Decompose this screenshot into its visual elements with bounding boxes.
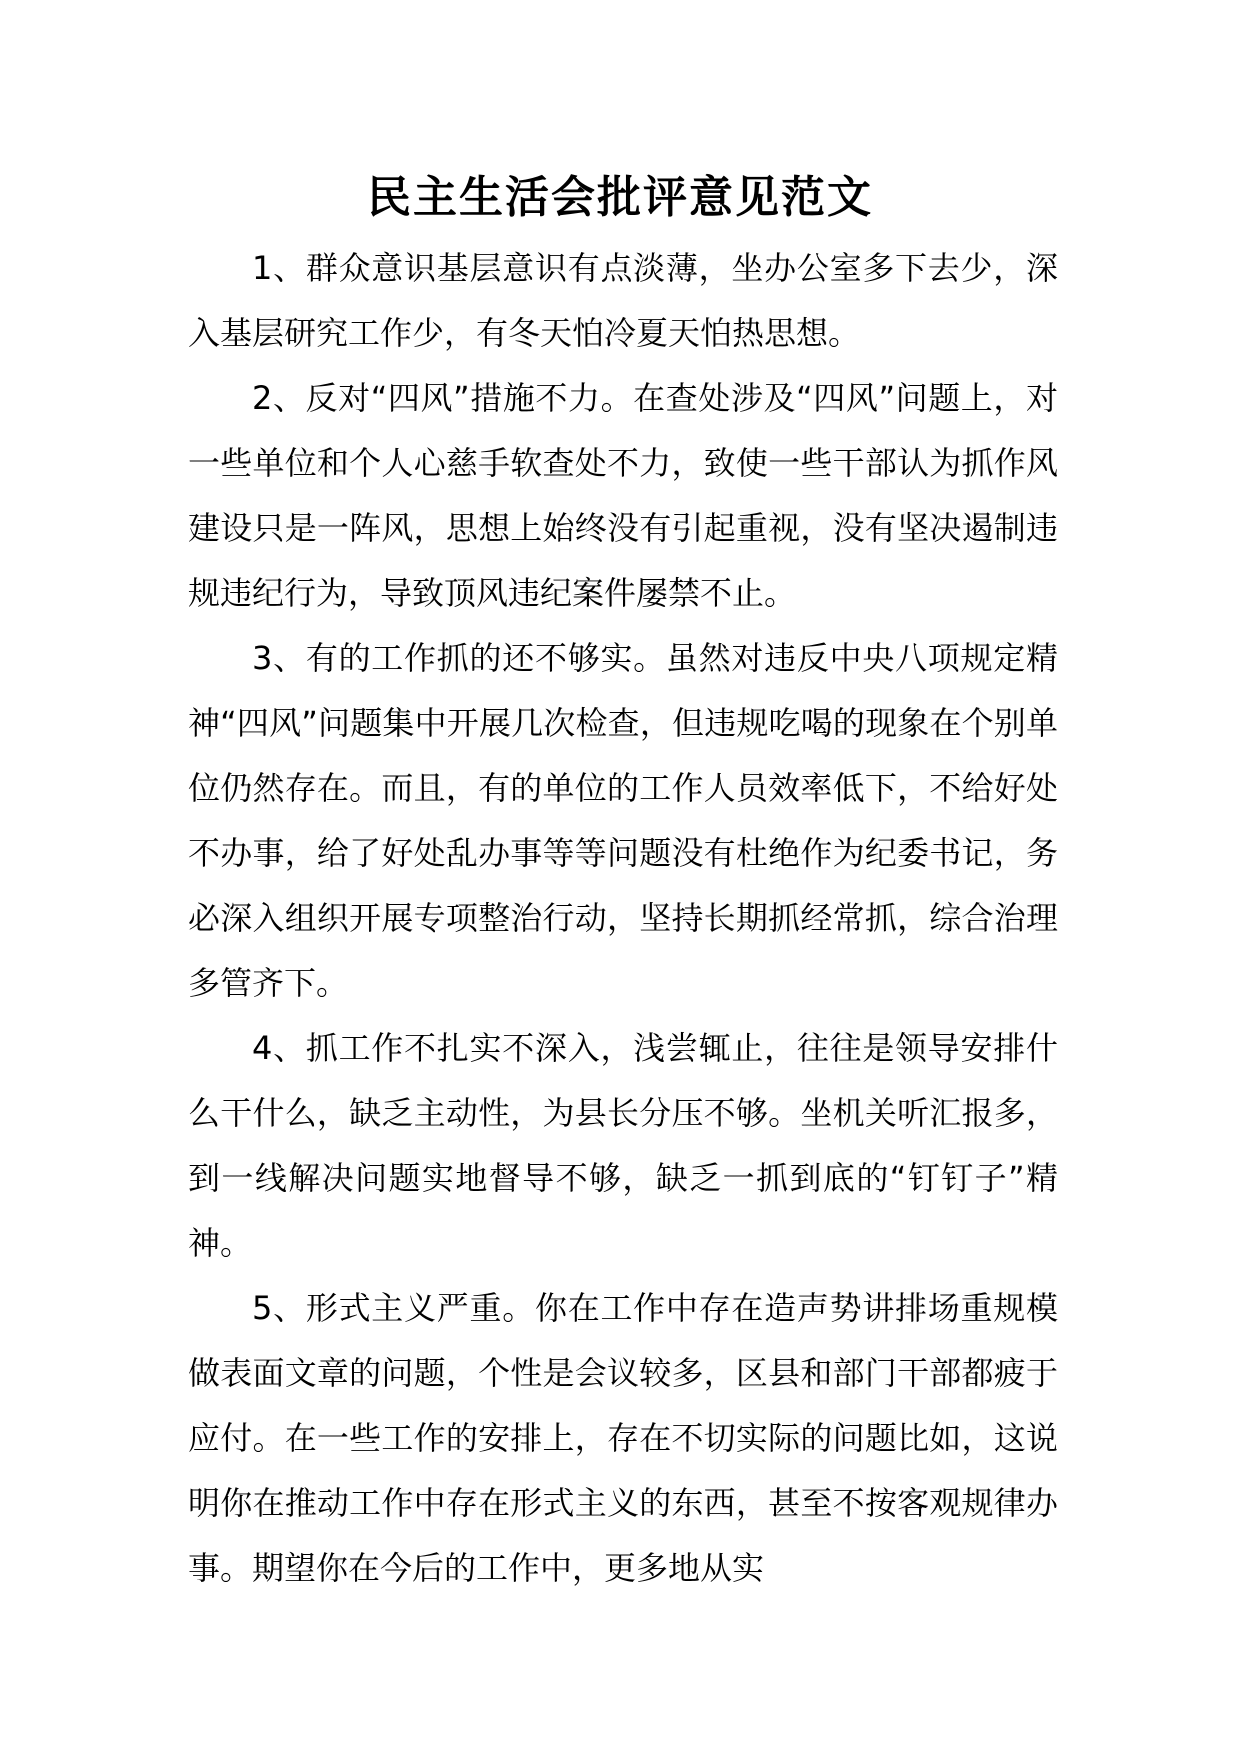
paragraph-4: 4、抓工作不扎实不深入，浅尝辄止，往往是领导安排什么干什么，缺乏主动性，为县长分压不够。坐机关听汇报多，到一线解决问题实地督导不够，缺乏一抓到底的“钉钉子”精神。 (188, 1029, 1058, 1262)
paragraph-3: 3、有的工作抓的还不够实。虽然对违反中央八项规定精神“四风”问题集中开展几次检查，但违规吃喝的现象在个别单位仍然存在。而且，有的单位的工作人员效率低下，不给好处不办事，给了好处乱办事等等问题没有杜绝作为纪委书记，务必深入组织开展专项整治行动，坚持长期抓经常抓，综合治理多管齐下。 (188, 639, 1058, 1002)
paragraph-5: 5、形式主义严重。你在工作中存在造声势讲排场重规模做表面文章的问题，个性是会议较多，区县和部门干部都疲于应付。在一些工作的安排上，存在不切实际的问题比如，这说明你在推动工作中存在形式主义的东西，甚至不按客观规律办事。期望你在今后的工作中，更多地从实 (188, 1289, 1058, 1587)
paragraph-1: 1、群众意识基层意识有点淡薄，坐办公室多下去少，深入基层研究工作少，有冬天怕冷夏天怕热思想。 (188, 249, 1058, 352)
document-title: 民主生活会批评意见范文 (367, 172, 873, 223)
paragraph-2: 2、反对“四风”措施不力。在查处涉及“四风”问题上，对一些单位和个人心慈手软查处不力，致使一些干部认为抓作风建设只是一阵风，思想上始终没有引起重视，没有坚决遏制违规违纪行为，导致顶风违纪案件屡禁不止。 (188, 379, 1058, 612)
document-body (188, 236, 1058, 1601)
